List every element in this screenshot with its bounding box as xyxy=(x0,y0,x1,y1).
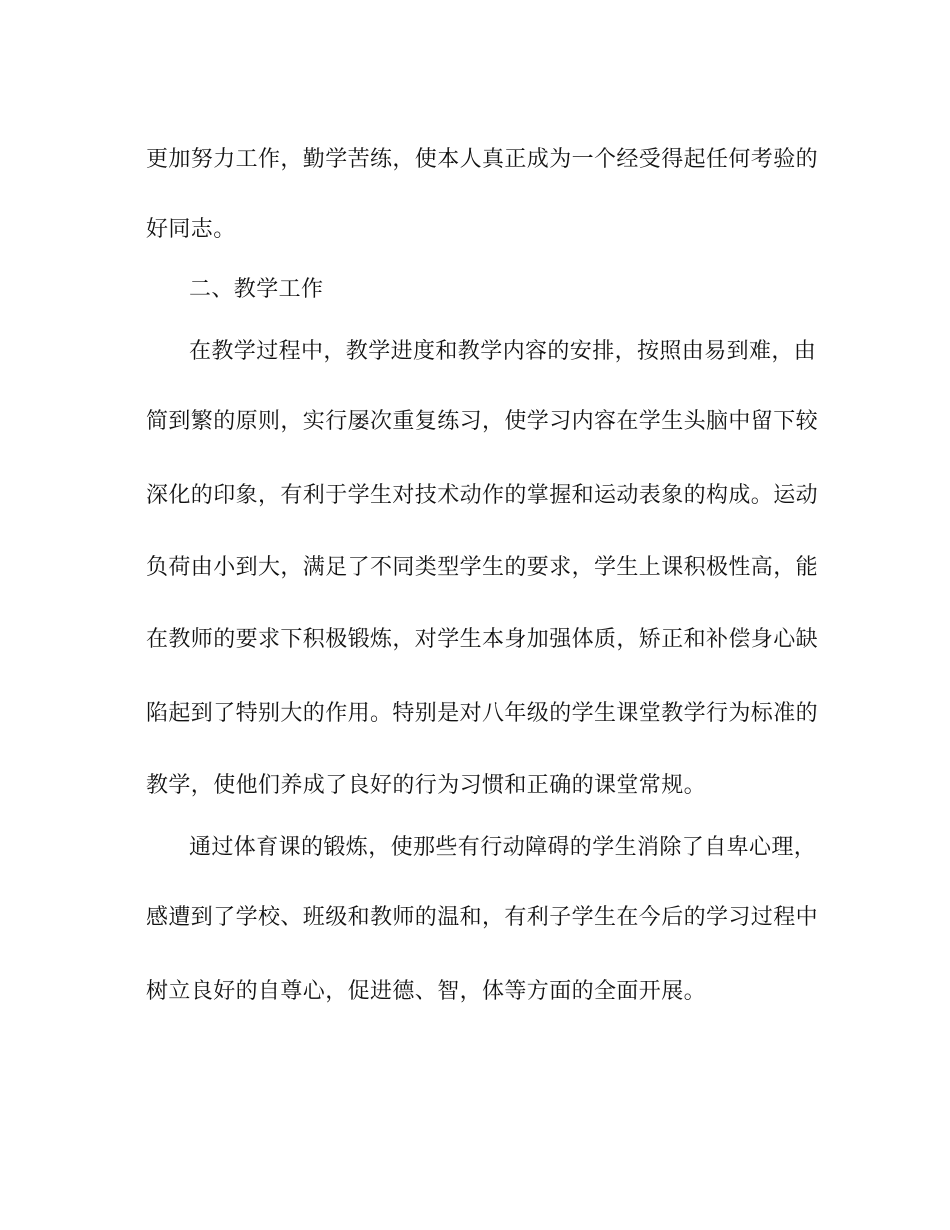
text-line: 感遭到了学校、班级和教师的温和，有利子学生在今后的学习过程中 xyxy=(146,905,819,930)
text-line: 简到繁的原则，实行屡次重复练习，使学习内容在学生头脑中留下较 xyxy=(146,409,819,434)
text-line: 好同志。 xyxy=(146,217,236,242)
text-line: 负荷由小到大，满足了不同类型学生的要求，学生上课积极性高，能 xyxy=(146,555,819,580)
text-line: 更加努力工作，勤学苦练，使本人真正成为一个经受得起任何考验的 xyxy=(146,147,819,172)
text-line: 在教师的要求下积极锻炼，对学生本身加强体质，矫正和补偿身心缺 xyxy=(146,627,819,652)
text-line: 教学，使他们养成了良好的行为习惯和正确的课堂常规。 xyxy=(146,773,707,798)
text-line: 通过体育课的锻炼，使那些有行动障碍的学生消除了自卑心理， xyxy=(189,835,817,860)
text-line: 树立良好的自尊心，促进德、智，体等方面的全面开展。 xyxy=(146,979,707,1004)
text-line: 在教学过程中，教学进度和教学内容的安排，按照由易到难，由 xyxy=(189,339,817,364)
text-line: 深化的印象，有利于学生对技术动作的掌握和运动表象的构成。运动 xyxy=(146,483,819,508)
text-line: 陷起到了特别大的作用。特别是对八年级的学生课堂教学行为标准的 xyxy=(146,701,819,726)
section-heading: 二、教学工作 xyxy=(189,277,324,302)
